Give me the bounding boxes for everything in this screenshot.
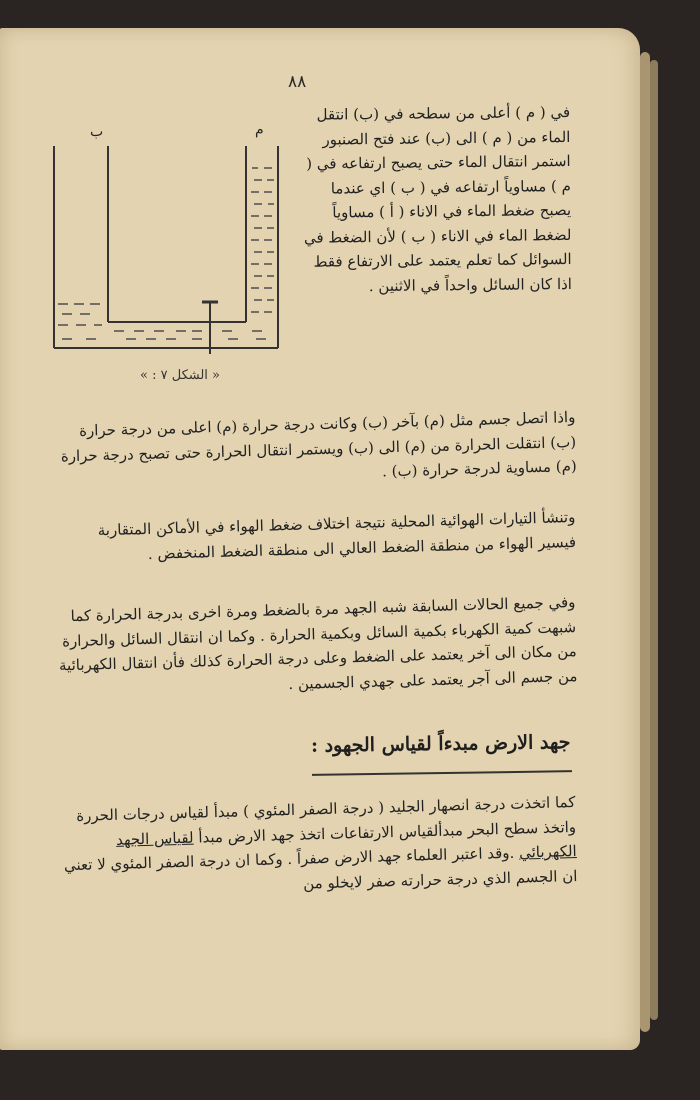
page-stack-edge bbox=[640, 52, 650, 1032]
figure-connected-vessels bbox=[42, 118, 287, 358]
figure-caption: « الشكل ٧ : » bbox=[140, 368, 221, 383]
water-in-vessel-m bbox=[251, 168, 274, 312]
figure-label-right: م bbox=[255, 122, 264, 138]
paragraph-earth-potential bbox=[55, 790, 578, 902]
figure-label-left: ب bbox=[90, 124, 104, 140]
paragraph-heat-transfer: واذا اتصل جسم مثل (م) بآخر (ب) وكانت درجة حرارة (م) اعلى من درجة حرارة (ب) انتقلت الحرارة من (م) الى (ب) ويستمر انتقال الحرارة حتى تصبح درجة حرارة (م) مساوية لدرجة حرارة (ب) . bbox=[60, 407, 577, 481]
paragraph-air-currents: وتنشأ التيارات الهوائية المحلية نتيجة اختلاف ضغط الهواء في الأماكن المتقاربة فيسير الهواء من منطقة الضغط العالي الى منطقة الضغط المنخفض . bbox=[97, 507, 577, 563]
paragraph-earth-potential-part-b: .وقد اعتبر العلماء جهد الارض صفراً . وكما ان درجة الصفر المئوي لا تعني ان الجسم الذي درجة حرارته صفر لايخلو من bbox=[63, 843, 578, 893]
page-stack-edge bbox=[650, 60, 658, 1020]
section-heading: جهد الارض مبدءاً لقياس الجهود : bbox=[310, 731, 571, 757]
underlined-phrase: لقياس الجهد الكهربائي bbox=[115, 828, 577, 862]
paragraph-analogy: وفي جميع الحالات السابقة شبه الجهد مرة بالضغط ومرة اخرى بدرجة الحرارة كما شبهت كمية الكهرباء بكمية السائل وبكمية الحرارة . وكما ان انتقال السائل والحرارة من مكان الى آخر يعتمد على الضغط وعلى درجة الحرارة كذلك فأن انتقال الكهربائية من جسم الى آجر يعتمد على جهدي الجسمين . bbox=[58, 592, 578, 693]
top-paragraph: في ( م ) أعلى من سطحه في (ب) انتقل الماء من ( م ) الى (ب) عند فتح الصنبور استمر انتقال الماء حتى يصبح ارتفاعه في ( م ) مساوياً ارتفاعه في ( ب ) اي عندما يصبح ضغط الماء في الاناء ( أ ) مساوياً لضغط الماء في الاناء ( ب ) لأن الضغط في السوائل كما تعلم يعتمد على الارتفاع فقط اذا كان السائل واحداً في الاثنين . bbox=[303, 102, 573, 295]
paragraph-earth-potential-part-a: كما اتخذت درجة انصهار الجليد ( درجة الصفر المئوي ) مبدأ لقياس درجات الحررة واتخذ سطح البحر مبدألقياس الارتفاعات اتخذ جهد الارض مبدأ bbox=[75, 792, 577, 847]
page-number: ٨٨ bbox=[288, 72, 307, 92]
